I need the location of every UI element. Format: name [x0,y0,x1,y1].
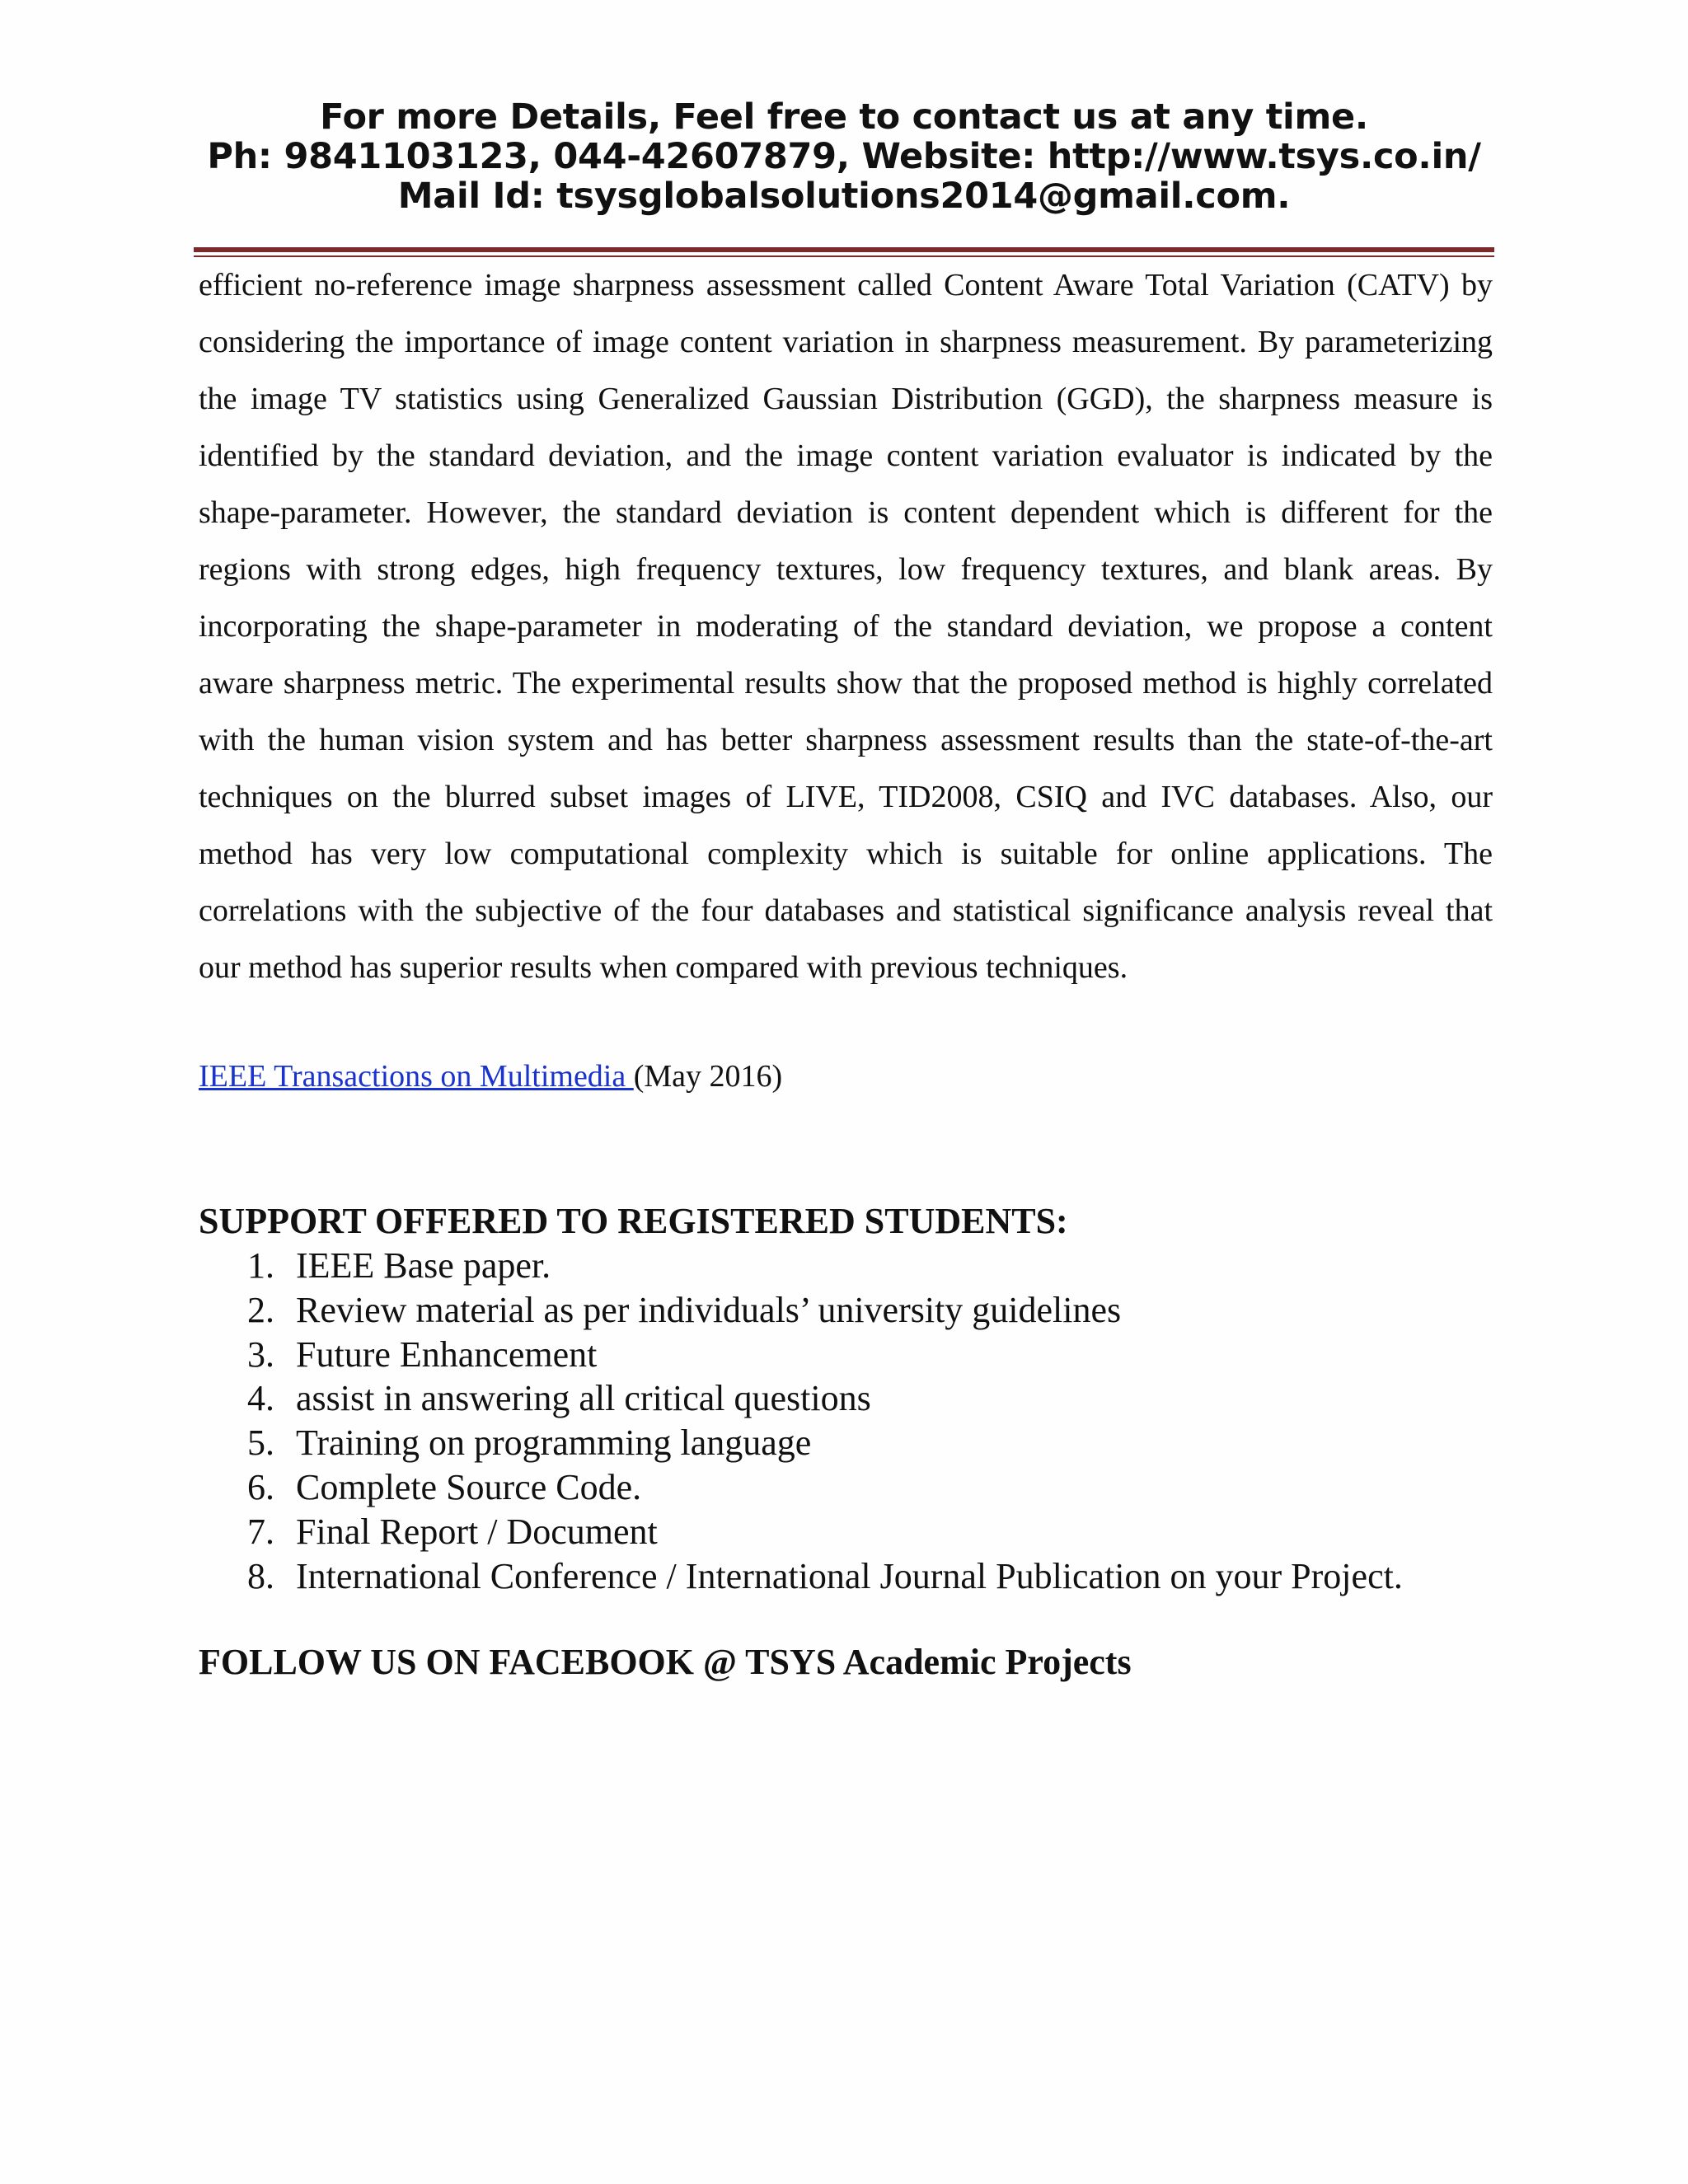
list-item-text: Final Report / Document [296,1511,658,1552]
list-item-text: Complete Source Code. [296,1466,642,1507]
abstract-paragraph: efficient no-reference image sharpness assessment called Content Aware Total Variation (CATV) by considering the importance of image content variation in sharpness measurement. By parameterizing the image TV statistics using Generalized Gaussian Distribution (GGD), the sharpness measure is identified by the standard deviation, and the image content variation evaluator is indicated by the shape-parameter. However, the standard deviation is content dependent which is different for the regions with strong edges, high frequency textures, low frequency textures, and blank areas. By incorporating the shape-parameter in moderating of the standard deviation, we propose a content aware sharpness metric. The experimental results show that the proposed method is highly correlated with the human vision system and has better sharpness assessment results than the state-of-the-art techniques on the blurred subset images of LIVE, TID2008, CSIQ and IVC databases. Also, our method has very low computational complexity which is suitable for online applications. The correlations with the subjective of the four databases and statistical significance analysis reveal that our method has superior results when compared with previous techniques. [199,268,1493,985]
list-item [199,1376,1403,1421]
journal-link[interactable]: IEEE Transactions on Multimedia [199,1059,634,1094]
header-line-phone-website: Ph: 9841103123, 044-42607879, Website: http://www.tsys.co.in/ [207,136,1481,177]
list-item-text: IEEE Base paper. [296,1245,551,1286]
list-item-number: 8. [247,1555,274,1596]
list-item-number: 4. [247,1378,274,1419]
list-item [199,1465,1403,1510]
list-item-number: 6. [247,1466,274,1507]
list-item-text: Training on programming language [296,1422,812,1464]
abstract-body [199,257,1493,996]
list-item [199,1510,1403,1554]
list-item [199,1244,1403,1288]
list-item-text: assist in answering all critical questions [296,1378,871,1419]
journal-citation [199,1052,782,1101]
list-item [199,1333,1403,1377]
header-divider-thick [194,247,1494,252]
list-item-number: 5. [247,1422,274,1464]
contact-header [165,97,1523,216]
support-list [199,1244,1403,1598]
facebook-follow-line: FOLLOW US ON FACEBOOK @ TSYS Academic Projects [199,1642,1132,1682]
list-item-text: International Conference / International Journal Publication on your Project. [296,1555,1403,1596]
header-line-email: Mail Id: tsysglobalsolutions2014@gmail.com. [397,176,1291,217]
list-item-number: 2. [247,1289,274,1330]
list-item [199,1421,1403,1465]
list-item-text: Review material as per individuals’ university guidelines [296,1289,1122,1330]
list-item-number: 7. [247,1511,274,1552]
list-item [199,1554,1403,1599]
list-item [199,1288,1403,1333]
publication-date: (May 2016) [633,1059,783,1094]
list-item-number: 3. [247,1333,274,1375]
list-item-text: Future Enhancement [296,1333,598,1375]
list-item-number: 1. [247,1245,274,1286]
support-section-title: SUPPORT OFFERED TO REGISTERED STUDENTS: [199,1201,1068,1241]
header-line-contact: For more Details, Feel free to contact us at any time. [320,96,1368,138]
